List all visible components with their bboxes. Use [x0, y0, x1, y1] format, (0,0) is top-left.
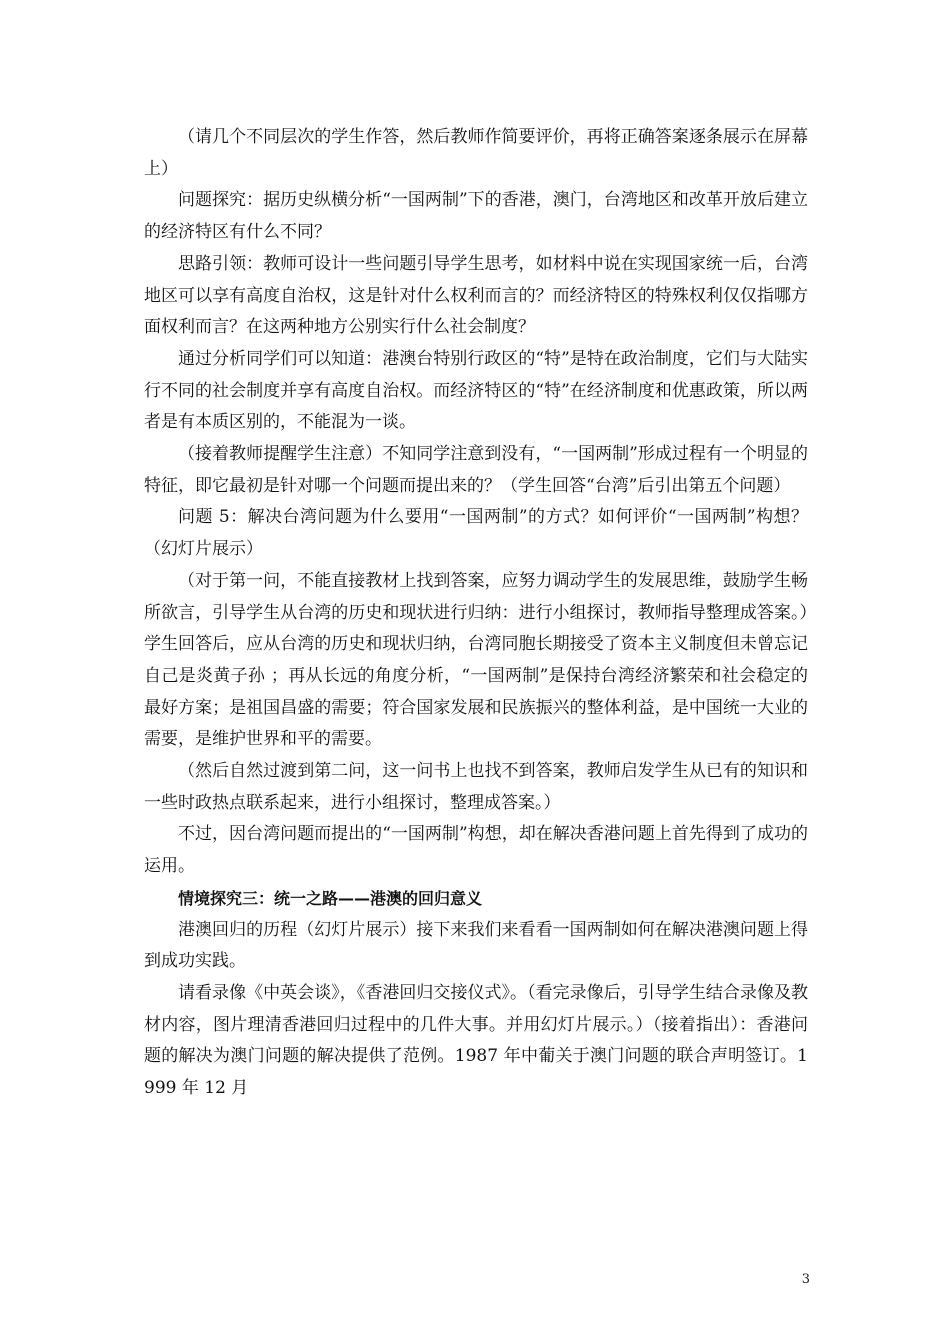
paragraph-thinking-guide: 思路引领：教师可设计一些问题引导学生思考，如材料中说在实现国家统一后，台湾地区可以享有高度自治权，这是针对什么权利而言的？而经济特区的特殊权利仅仅指哪方面权利而言？在这两种地方公别实行什么社会制度？ [144, 253, 808, 338]
paragraph-first-question-answer: （对于第一问，不能直接教材上找到答案，应努力调动学生的发展思维，鼓励学生畅所欲言，引导学生从台湾的历史和现状进行归纳：进行小组探讨，教师指导整理成答案。）学生回答后，应从台湾的历史和现状归纳，台湾同胞长期接受了资本主义制度但未曾忘记自己是炎黄子孙 ；再从长远的角度分析，“一国两制”是保持台湾经济繁荣和社会稳定的最好方案；是祖国昌盛的需要；符合国家发展和民族振兴的整体利益，是中国统一大业的需要，是维护世界和平的需要。 [144, 570, 808, 750]
section-heading-scenario-three: 情境探究三：统一之路——港澳的回归意义 [178, 888, 483, 908]
paragraph-question-inquiry: 问题探究：据历史纵横分析“一国两制”下的香港，澳门，台湾地区和改革开放后建立的经济特区有什么不同？ [144, 190, 808, 243]
paragraph-analysis-conclusion: 通过分析同学们可以知道：港澳台特别行政区的“特”是特在政治制度，它们与大陆实行不同的社会制度并享有高度自治权。而经济特区的“特”在经济制度和优惠政策，所以两者是有本质区别的，不能混为一谈。 [144, 348, 808, 433]
paragraph-question-5: 问题 5：解决台湾问题为什么要用“一国两制”的方式？如何评价“一国两制”构想？（幻灯片展示） [144, 507, 808, 560]
page-number: 3 [801, 1272, 810, 1287]
document-body [144, 122, 808, 1105]
paragraph-hong-kong-application: 不过，因台湾问题而提出的“一国两制”构想，却在解决香港问题上首先得到了成功的运用。 [144, 824, 808, 877]
paragraph-video-review: 请看录像《中英会谈》，《香港回归交接仪式》。（看完录像后，引导学生结合录像及教材内容，图片理清香港回归过程中的几件大事。并用幻灯片展示。）（接着指出）：香港问题的解决为澳门问题的解决提供了范例。1987 年中葡关于澳门问题的联合声明签订。1999 年 12 月 [144, 982, 808, 1099]
paragraph-second-question-transition: （然后自然过渡到第二问，这一问书上也找不到答案，教师启发学生从已有的知识和一些时政热点联系起来，进行小组探讨，整理成答案。） [144, 761, 808, 813]
paragraph-return-history: 港澳回归的历程（幻灯片展示）接下来我们来看看一国两制如何在解决港澳问题上得到成功实践。 [144, 919, 808, 972]
paragraph-student-answers: （请几个不同层次的学生作答，然后教师作简要评价，再将正确答案逐条展示在屏幕上） [144, 127, 808, 179]
paragraph-teacher-reminder: （接着教师提醒学生注意）不知同学注意到没有，“一国两制”形成过程有一个明显的特征，即它最初是针对哪一个问题而提出来的？（学生回答“台湾”后引出第五个问题） [144, 444, 808, 496]
